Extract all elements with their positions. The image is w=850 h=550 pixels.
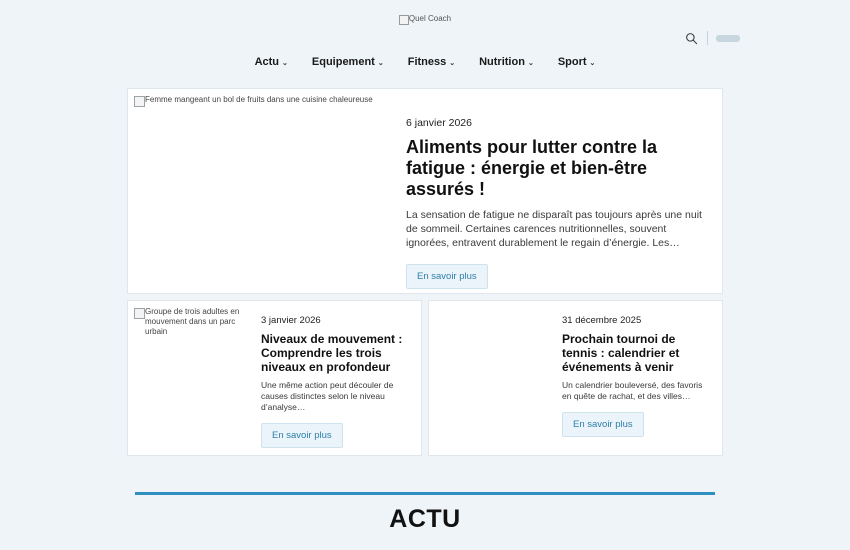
post-card-excerpt: Un calendrier bouleversé, des favoris en quête de rachat, et des villes… [562,380,703,401]
nav-item-fitness[interactable] [408,56,455,68]
post-card-read-more-button[interactable]: En savoir plus [562,412,644,437]
post-card-date: 31 décembre 2025 [562,315,642,326]
post-card-title[interactable]: Prochain tournoi de tennis : calendrier et événements à venir [562,332,680,374]
section-accent-rule [135,492,715,495]
post-card-excerpt: Une même action peut découler de causes distinctes selon le niveau d’analyse… [261,380,394,412]
post-card-body [253,301,421,455]
post-card-body [554,301,722,455]
nav-item-actu[interactable] [255,56,288,68]
chevron-down-icon: ⌄ [449,60,456,67]
post-card-title[interactable]: Niveaux de mouvement : Comprendre les trois niveaux en profondeur [261,332,403,374]
post-card[interactable] [428,300,723,456]
header-divider [707,31,708,45]
chevron-down-icon: ⌄ [377,60,384,67]
post-card[interactable] [127,300,422,456]
post-card-image[interactable] [429,301,554,455]
broken-image-icon: Groupe de trois adultes en mouvement dans un parc urbain [134,307,247,337]
nav-item-label: Fitness [407,56,447,68]
nav-item-label: Actu [254,56,280,68]
featured-post-body [398,89,722,293]
post-card-image[interactable] [128,301,253,455]
header-tools [683,30,740,46]
search-icon[interactable] [683,30,699,46]
featured-post-excerpt: La sensation de fatigue ne disparaît pas toujours après une nuit de sommeil. Certaines carences nutritionnelles, souvent ignorées, entravent durablement le regain d’énergie. Les… [406,209,702,249]
nav-item-equipement[interactable] [312,56,384,68]
post-card-date: 3 janvier 2026 [261,315,321,326]
section-title: ACTU [389,505,461,533]
post-card-read-more-button[interactable]: En savoir plus [261,423,343,448]
site-logo[interactable]: Quel Coach [399,14,451,24]
header-mini-pill[interactable] [716,35,740,42]
site-header [0,0,850,26]
featured-post-date: 6 janvier 2026 [406,117,472,129]
featured-post-image[interactable] [128,89,398,293]
content-wrapper [127,88,723,456]
nav-item-nutrition[interactable] [479,56,534,68]
nav-item-label: Sport [557,56,587,68]
main-navigation [0,56,850,68]
nav-item-sport[interactable] [558,56,596,68]
featured-post-card[interactable] [127,88,723,294]
featured-post-title[interactable]: Aliments pour lutter contre la fatigue : énergie et bien-être assurés ! [406,137,658,199]
chevron-down-icon: ⌄ [527,60,534,67]
post-cards-row [127,300,723,456]
chevron-down-icon: ⌄ [282,60,288,67]
broken-image-icon: Femme mangeant un bol de fruits dans une cuisine chaleureuse [134,95,392,105]
chevron-down-icon: ⌄ [589,60,596,67]
nav-item-label: Nutrition [479,56,525,68]
section-heading-block [135,492,715,534]
nav-item-label: Equipement [311,56,375,68]
featured-read-more-button[interactable]: En savoir plus [406,264,488,289]
